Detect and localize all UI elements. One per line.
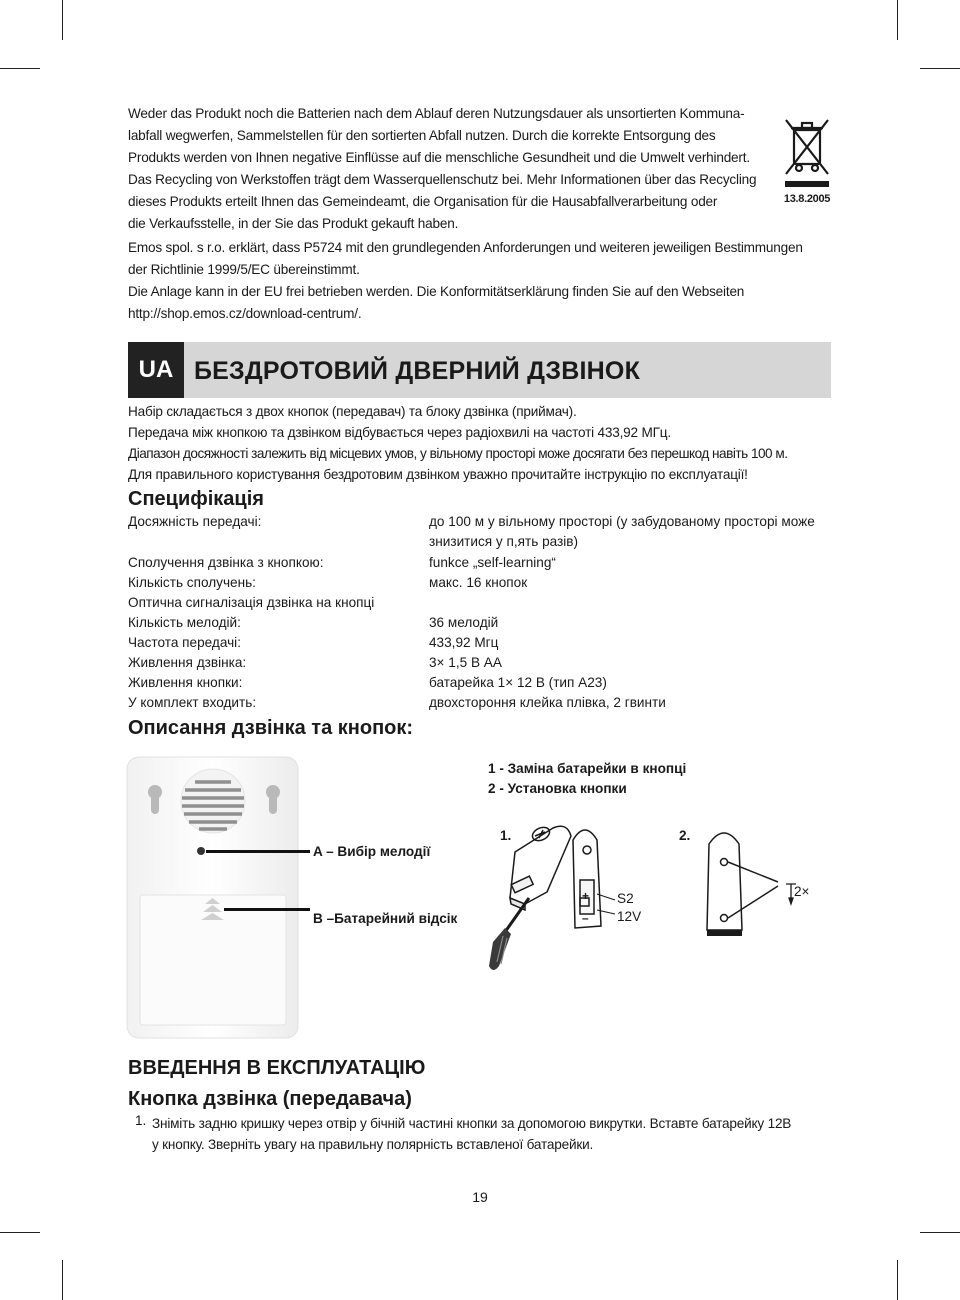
description-heading: Описання дзвінка та кнопок: [128,717,414,739]
section-title: БЕЗДРОТОВИЙ ДВЕРНИЙ ДЗВІНОК [194,357,641,385]
operation-step-text [152,1113,842,1155]
spec-value: funkce „self-learning“ [429,555,556,570]
disposal-paragraph [128,103,780,235]
spec-row [128,512,838,552]
label-battery-compartment: B –Батарейний відсік [313,911,458,926]
spec-heading: Специфікація [128,488,264,510]
operation-step-line: у кнопку. Зверніть увагу на правильну полярність вставленої батарейки. [152,1137,594,1152]
disposal-line: Das Recycling von Werkstoffen trägt dem Wasserquellenschutz bei. Mehr Informationen über das Recycling [128,172,757,187]
pointer-line-b [224,908,310,911]
disposal-line: dieses Produkts erteilt Ihnen das Gemeindeamt, die Organisation für die Hausabfallverarbeitung oder [128,194,718,209]
spec-value: макс. 16 кнопок [429,575,528,590]
crop-mark-left-top [0,68,40,69]
intro-paragraph [128,401,834,485]
button-battery-illustration [485,814,675,984]
spec-label: Кількість мелодій: [128,615,241,630]
plus-sign: + [582,889,590,903]
disposal-line: Produkts werden von Ihnen negative Einflüsse auf die menschliche Gesundheit und die Umwelt verhindert. [128,150,750,165]
intro-line: Набір складається з двох кнопок (передавач) та блоку дзвінка (приймач). [128,404,577,419]
disposal-line: Weder das Produkt noch die Batterien nach dem Ablauf deren Nutzungsdauer als unsortierten Kommuna- [128,106,745,121]
spec-label: Оптична сигналізація дзвінка на кнопці [128,595,375,610]
intro-line: Діапазон досяжності залежить від місцевих умов, у вільному просторі може досягати без перешкод навіть 100 м. [128,446,788,461]
conformity-line: Emos spol. s r.o. erklärt, dass P5724 mit den grundlegenden Anforderungen und weiteren jeweiligen Bestimmungen [128,240,803,255]
crop-mark-right-top [920,68,960,69]
conformity-line: der Richtlinie 1999/5/EC übereinstimmt. [128,262,360,277]
conformity-line: Die Anlage kann in der EU frei betrieben werden. Die Konformitätserklärung finden Sie auf den Webseiten [128,284,745,299]
spec-value: 433,92 Мгц [429,635,499,650]
operation-step-line: Зніміть задню кришку через отвір у бічній частині кнопки за допомогою викрутки. Вставте батарейку 12В [152,1116,792,1131]
intro-line: Для правильного користування бездротовим дзвінком уважно прочитайте інструкцію по експлуатації! [128,467,748,482]
spec-value-continued: знизитися у п,ять разів) [429,534,579,549]
minus-sign: – [582,911,589,925]
spec-value: батарейка 1× 12 В (тип А23) [429,675,607,690]
language-code-badge: UA [128,342,184,398]
spec-label: Частота передачі: [128,635,241,650]
spec-label: Живлення кнопки: [128,675,243,690]
pointer-line-a [206,850,310,853]
operation-heading: ВВЕДЕННЯ В ЕКСПЛУАТАЦІЮ [128,1057,426,1079]
step-2-label: 2. [679,828,691,843]
crop-mark-bottom-right [897,1260,898,1300]
battery-voltage-label: 12V [617,909,642,924]
button-mounting-illustration [700,826,830,941]
step-number: 1. [135,1113,147,1128]
screws-count-label: 2× [794,884,810,899]
crop-mark-top-right [897,0,898,40]
label-melody-select: A – Вибір мелодії [313,844,431,859]
spec-label: Кількість сполучень: [128,575,256,590]
chime-unit-illustration [125,755,300,1040]
spec-label: Сполучення дзвінка з кнопкою: [128,555,324,570]
crop-mark-top-left [62,0,63,40]
spec-value: 3× 1,5 В АА [429,655,502,670]
spec-value: 36 мелодій [429,615,499,630]
disposal-line: die Verkaufsstelle, in der Sie das Produkt gekauft haben. [128,216,459,231]
page-number: 19 [472,1189,488,1205]
disposal-line: labfall wegwerfen, Sammelstellen für den sortierten Abfall nutzen. Durch die korrekte Entsorgung des [128,128,716,143]
step-1-label: 1. [500,828,512,843]
spec-label: У комплект входить: [128,695,257,710]
legend-button-install: 2 - Установка кнопки [488,781,627,796]
conformity-line: http://shop.emos.cz/download-centrum/. [128,306,362,321]
battery-s2-label: S2 [617,891,634,906]
spec-value: до 100 м у вільному просторі (у забудованому просторі може [429,514,815,529]
spec-label: Досяжність передачі: [128,514,262,529]
spec-label: Живлення дзвінка: [128,655,247,670]
crop-mark-bottom-left [62,1260,63,1300]
crop-mark-left-bottom [0,1232,40,1233]
conformity-paragraph [128,237,834,325]
spec-value: двохстороння клейка плівка, 2 гвинти [429,695,666,710]
transmitter-subheading: Кнопка дзвінка (передавача) [128,1088,412,1110]
intro-line: Передача між кнопкою та дзвінком відбувається через радіохвилі на частоті 433,92 МГц. [128,425,671,440]
weee-date-label: 13.8.2005 [783,193,831,205]
crop-mark-right-bottom [920,1232,960,1233]
legend-battery-replacement: 1 - Заміна батарейки в кнопці [488,761,687,776]
